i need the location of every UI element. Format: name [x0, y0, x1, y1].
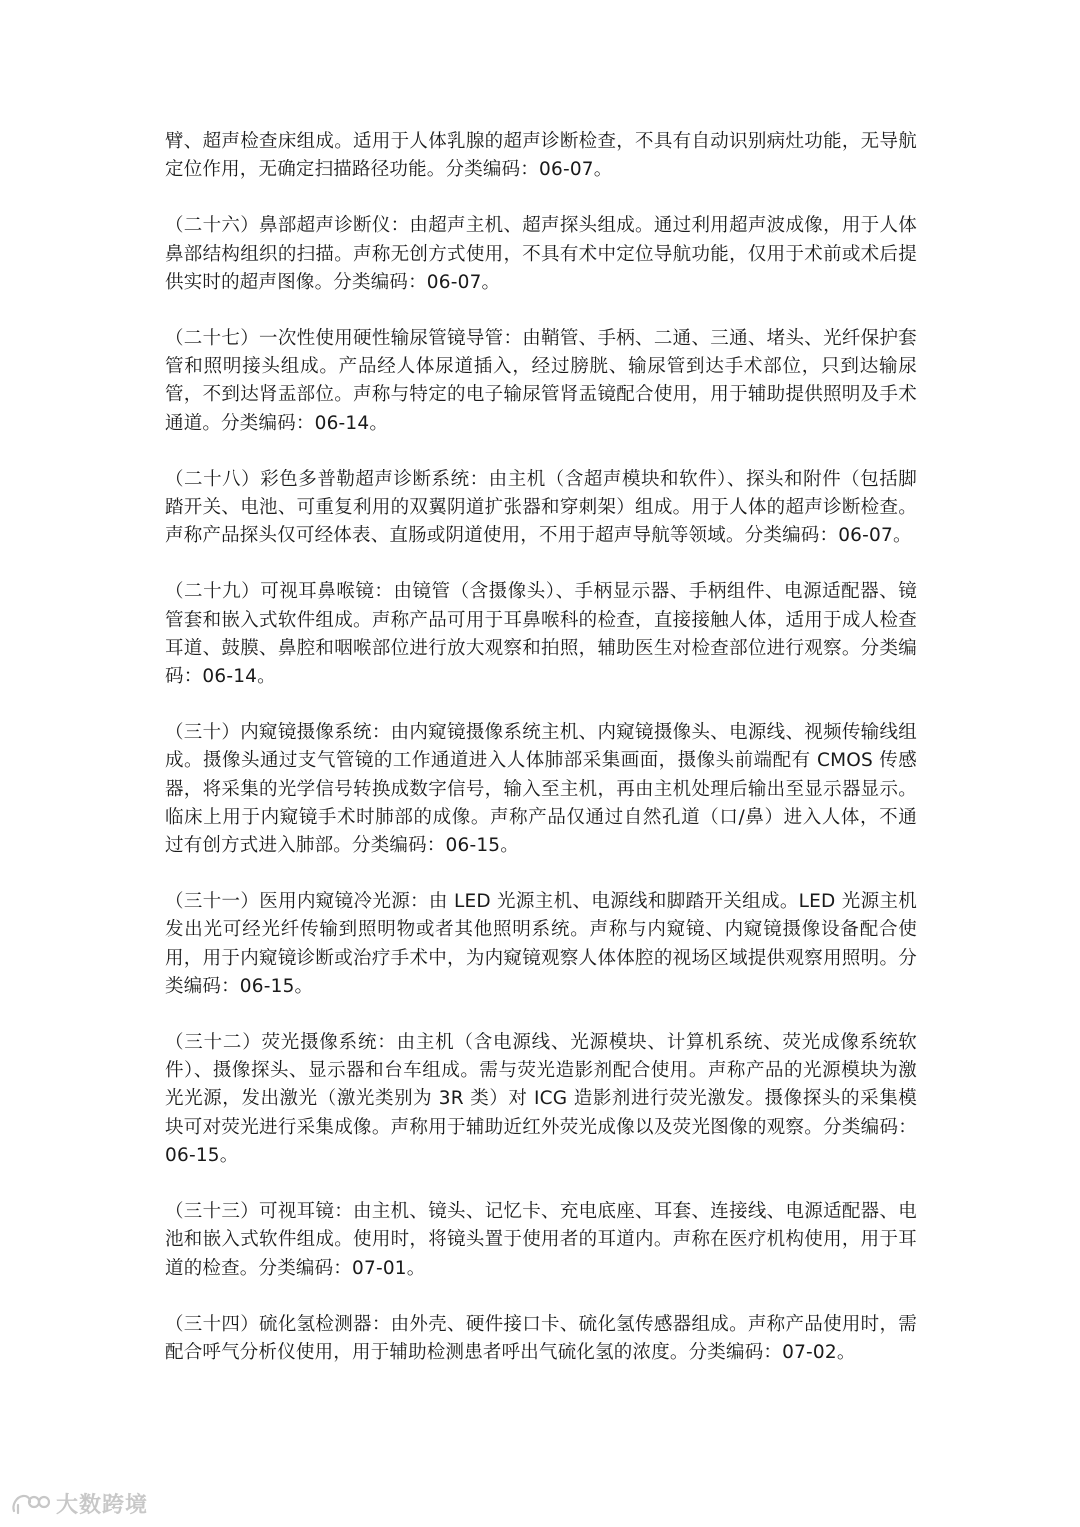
logo-icon — [10, 1491, 50, 1517]
paragraph-item-30: （三十）内窥镜摄像系统：由内窥镜摄像系统主机、内窥镜摄像头、电源线、视频传输线组成。摄像头通过支气管镜的工作通道进入人体肺部采集画面，摄像头前端配有 CMOS 传感器，将采集的光学信号转换成数字信号，输入至主机，再由主机处理后输出至显示器显示。临床上用于内窥镜手术时肺部的成像。声称产品仅通过自然孔道（口/鼻）进入人体，不通过有创方式进入肺部。分类编码：06-15。 — [165, 722, 917, 857]
paragraph-item-34: （三十四）硫化氢检测器：由外壳、硬件接口卡、硫化氢传感器组成。声称产品使用时，需配合呼气分析仪使用，用于辅助检测患者呼出气硫化氢的浓度。分类编码：07-02。 — [165, 1313, 917, 1363]
document-body — [165, 128, 917, 1395]
paragraph-item-32: （三十二）荧光摄像系统：由主机（含电源线、光源模块、计算机系统、荧光成像系统软件）、摄像探头、显示器和台车组成。需与荧光造影剂配合使用。声称产品的光源模块为激光光源，发出激光（激光类别为 3R 类）对 ICG 造影剂进行荧光激发。摄像探头的采集模块可对荧光进行采集成像。声称用于辅助近红外荧光成像以及荧光图像的观察。分类编码：06-15。 — [165, 1032, 917, 1166]
paragraph-continued: 臂、超声检查床组成。适用于人体乳腺的超声诊断检查，不具有自动识别病灶功能，无导航定位作用，无确定扫描路径功能。分类编码：06-07。 — [165, 131, 917, 181]
watermark — [10, 1488, 148, 1519]
paragraph-item-28: （二十八）彩色多普勒超声诊断系统：由主机（含超声模块和软件）、探头和附件（包括脚踏开关、电池、可重复利用的双翼阴道扩张器和穿刺架）组成。用于人体的超声诊断检查。声称产品探头仅可经体表、直肠或阴道使用，不用于超声导航等领域。分类编码：06-07。 — [165, 468, 917, 547]
watermark-text: 大数跨境 — [56, 1493, 149, 1518]
paragraph-item-26: （二十六）鼻部超声诊断仪：由超声主机、超声探头组成。通过利用超声波成像，用于人体鼻部结构组织的扫描。声称无创方式使用，不具有术中定位导航功能，仅用于术前或术后提供实时的超声图像。分类编码：06-07。 — [165, 215, 917, 293]
paragraph-item-33: （三十三）可视耳镜：由主机、镜头、记忆卡、充电底座、耳套、连接线、电源适配器、电池和嵌入式软件组成。使用时，将镜头置于使用者的耳道内。声称在医疗机构使用，用于耳道的检查。分类编码：07-01。 — [165, 1201, 917, 1279]
paragraph-item-31: （三十一）医用内窥镜冷光源：由 LED 光源主机、电源线和脚踏开关组成。LED 光源主机发出光可经光纤传输到照明物或者其他照明系统。声称与内窥镜、内窥镜摄像设备配合使用，用于内窥镜诊断或治疗手术中，为内窥镜观察人体体腔的视场区域提供观察用照明。分类编码：06-15。 — [165, 891, 917, 997]
paragraph-item-27: （二十七）一次性使用硬性输尿管镜导管：由鞘管、手柄、二通、三通、堵头、光纤保护套管和照明接头组成。产品经人体尿道插入，经过膀胱、输尿管到达手术部位，只到达输尿管，不到达肾盂部位。声称与特定的电子输尿管肾盂镜配合使用，用于辅助提供照明及手术通道。分类编码：06-14。 — [165, 328, 917, 434]
paragraph-item-29: （二十九）可视耳鼻喉镜：由镜管（含摄像头）、手柄显示器、手柄组件、电源适配器、镜管套和嵌入式软件组成。声称产品可用于耳鼻喉科的检查，直接接触人体，适用于成人检查耳道、鼓膜、鼻腔和咽喉部位进行放大观察和拍照，辅助医生对检查部位进行观察。分类编码：06-14。 — [165, 581, 917, 688]
